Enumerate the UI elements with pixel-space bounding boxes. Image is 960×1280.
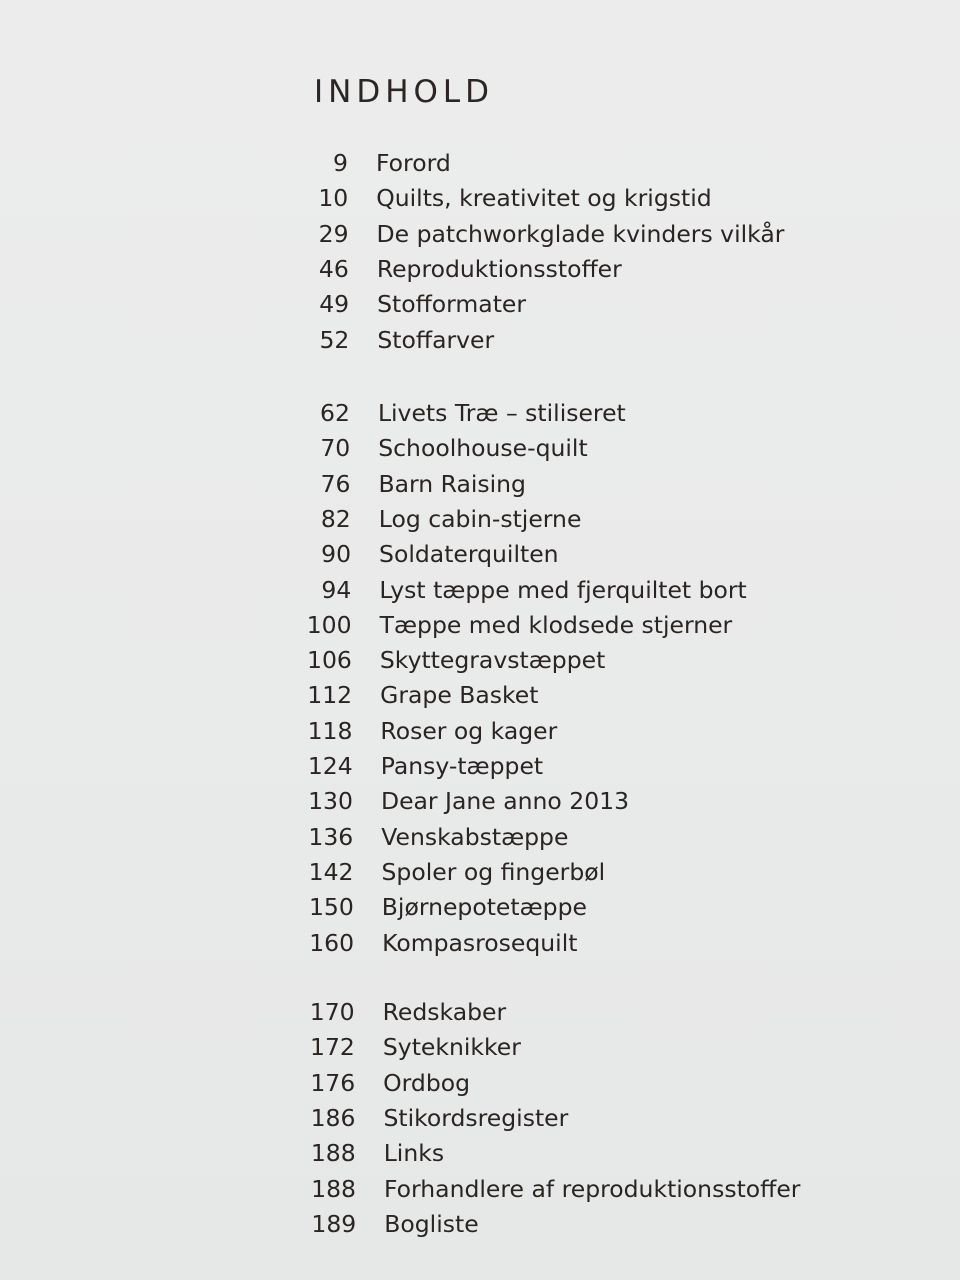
toc-page-number: 136 [308, 822, 354, 851]
toc-page-number: 94 [321, 575, 352, 604]
toc-page-number: 186 [310, 1103, 356, 1132]
toc-page-number: 90 [321, 540, 352, 569]
toc-page-number: 100 [306, 610, 352, 639]
toc-entry-title: De patchworkglade kvinders vilkår [376, 219, 785, 248]
toc-entry-title: Pansy-tæppet [380, 752, 544, 780]
toc-entry-title: Ordbog [383, 1068, 471, 1097]
toc-page-number: 176 [310, 1068, 356, 1097]
toc-entry-title: Stofformater [377, 290, 527, 319]
toc-entry-title: Livets Træ – stiliseret [377, 399, 626, 427]
toc-page-number: 124 [307, 752, 353, 780]
toc-page-number: 112 [307, 681, 353, 710]
toc-entry-title: Quilts, kreativitet og krigstid [376, 184, 712, 213]
toc-entry-title: Skyttegravstæppet [379, 646, 606, 675]
toc-page-number: 160 [309, 928, 355, 957]
toc-page-number: 188 [310, 1139, 356, 1168]
toc-page-number: 10 [318, 184, 349, 213]
toc-page-number: 49 [319, 290, 350, 319]
toc-page-number: 188 [311, 1174, 356, 1203]
toc-page-number: 170 [309, 998, 355, 1026]
toc-entry-title: Schoolhouse-quilt [378, 434, 588, 463]
toc-page-number: 172 [310, 1033, 355, 1062]
toc-page-number: 189 [311, 1209, 357, 1238]
toc-entry-title: Bogliste [384, 1209, 479, 1238]
toc-entry-title: Dear Jane anno 2013 [380, 787, 630, 816]
toc-entry-title: Spoler og fingerbøl [381, 857, 606, 886]
toc-page-number: 9 [333, 149, 348, 177]
toc-page-number: 118 [307, 716, 353, 745]
toc-entry-title: Tæppe med klodsede stjerner [379, 610, 733, 639]
toc-entry-title: Roser og kager [380, 716, 558, 745]
toc-page-number: 106 [307, 646, 352, 675]
toc-entry-title: Forhandlere af reproduktionsstoffer [383, 1174, 801, 1203]
toc-page-number: 130 [308, 787, 353, 816]
toc-page-number: 82 [320, 504, 351, 533]
toc-entry-title: Kompasrosequilt [382, 928, 578, 957]
toc-entry-title: Venskabstæppe [381, 822, 569, 851]
toc-entry-title: Grape Basket [380, 681, 539, 710]
toc-entry-title: Barn Raising [378, 469, 526, 498]
toc-entry-title: Lyst tæppe med fjerquiltet bort [379, 575, 747, 604]
toc-page-number: 76 [320, 469, 351, 498]
toc-entry-title: Redskaber [382, 998, 507, 1026]
toc-entry-title: Links [383, 1139, 445, 1168]
toc-entry-title: Log cabin-stjerne [378, 504, 582, 533]
toc-entry-title: Stoffarver [377, 325, 495, 354]
toc-entry-title: Bjørnepotetæppe [381, 893, 587, 922]
toc-entry-title: Syteknikker [382, 1033, 521, 1062]
toc-page-number: 46 [318, 254, 349, 283]
toc-page-number: 70 [320, 434, 351, 463]
toc-entry-title: Soldaterquilten [379, 540, 559, 569]
toc-entry-title: Stikordsregister [383, 1103, 569, 1132]
toc-entry-title: Reproduktionsstoffer [376, 254, 622, 283]
toc-page-number: 52 [319, 325, 350, 354]
page-title: INDHOLD [314, 74, 495, 110]
toc-entry-title: Forord [376, 149, 451, 177]
toc-page-number: 142 [308, 857, 354, 886]
toc-page-number: 29 [318, 219, 349, 248]
toc-page-number: 150 [308, 893, 354, 922]
toc-page-number: 62 [320, 399, 350, 427]
